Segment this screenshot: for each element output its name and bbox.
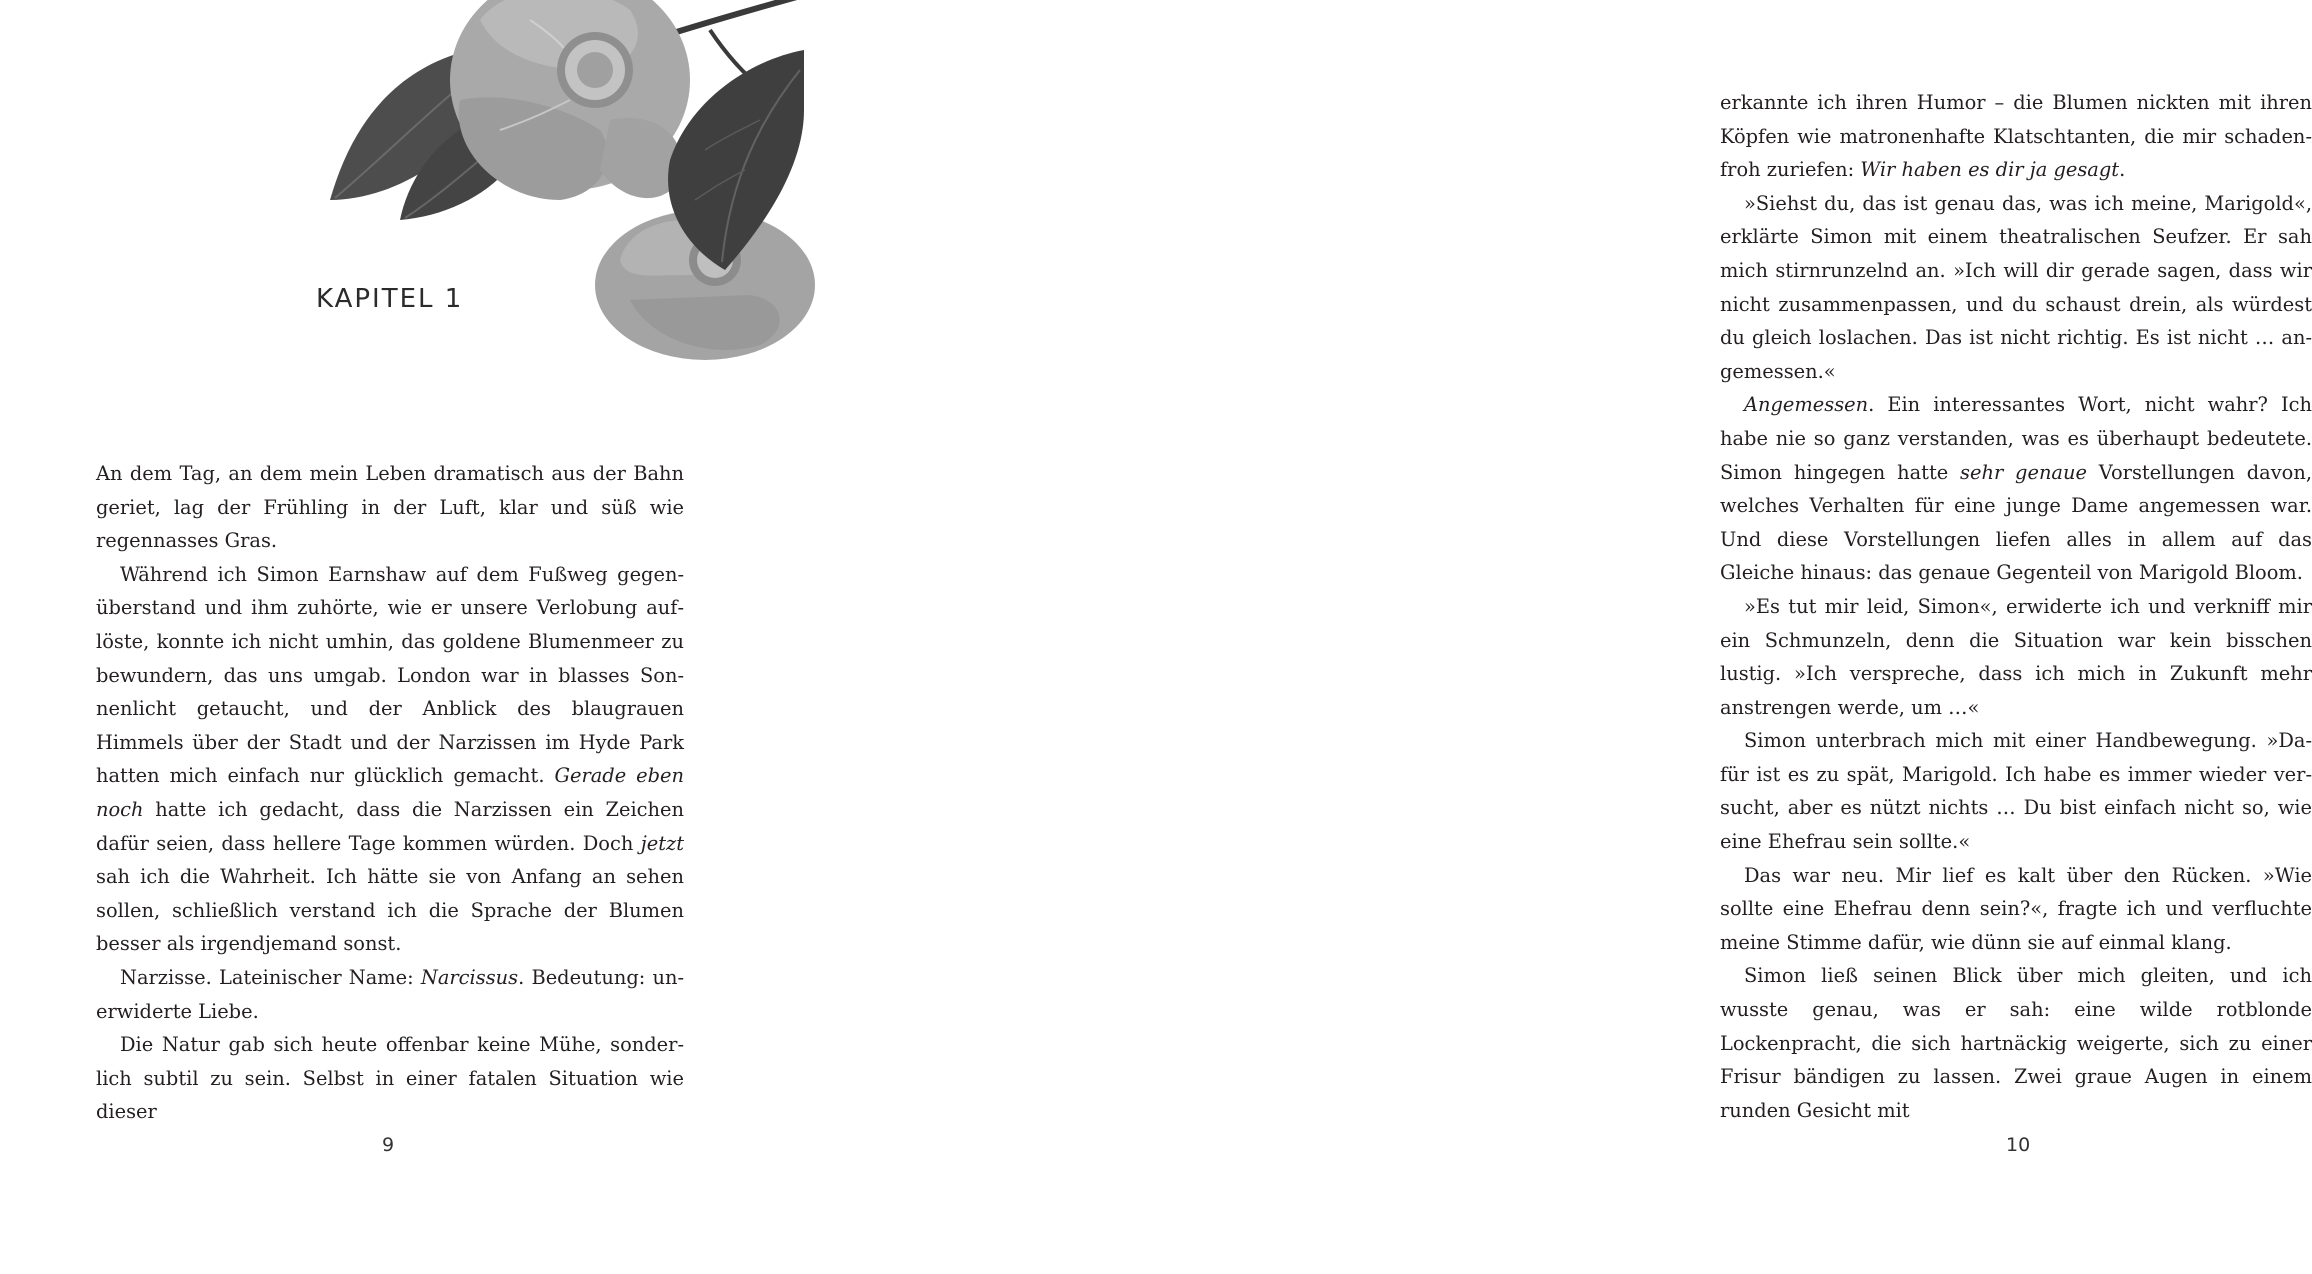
paragraph: Während ich Simon Earnshaw auf dem Fußweg gegenüberstand und ihm zuhörte, wie er unsere Verlobung auflöste, konnte ich nicht umhin, das goldene Blumenmeer zu bewundern, das uns umgab. London war in blasses Sonnenlicht getaucht, und der Anblick des blaugrauen Himmels über der Stadt und der Narzissen im Hyde Park hatten mich einfach nur glücklich gemacht. Gerade eben noch hatte ich gedacht, dass die Narzissen ein Zeichen dafür seien, dass hellere Tage kommen würden. Doch jetzt sah ich die Wahrheit. Ich hätte sie von Anfang an sehen sollen, schließlich verstand ich die Sprache der Blumen besser als irgendjemand sonst. [96,562,684,956]
emphasis-text: Angemessen [1744,393,1869,417]
chapter-title: KAPITEL 1 [316,284,464,314]
paragraph: Das war neu. Mir lief es kalt über den Rücken. »Wie sollte eine Ehefrau denn sein?«, fragte ich und verfluchte meine Stimme dafür, wie dünn sie auf einmal klang. [1720,863,2312,954]
paragraph: An dem Tag, an dem mein Leben dramatisch aus der Bahn geriet, lag der Frühling in der Luft, klar und süß wie regennasses Gras. [96,462,684,553]
paragraph: Simon unterbrach mich mit einer Handbewegung. »Dafür ist es zu spät, Marigold. Ich habe es immer wieder versucht, aber es nützt nichts … Du bist einfach nicht so, wie eine Ehefrau sein sollte.« [1720,729,2312,854]
page-number-left: 9 [382,1134,395,1156]
paragraph: Simon ließ seinen Blick über mich gleiten, und ich wusste genau, was er sah: eine wilde rotblonde Lockenpracht, die sich hartnäckig weigerte, sich zu einer Frisur bändigen zu lassen. Zwei graue Augen in einem runden Gesicht mit [1720,964,2312,1122]
right-page [800,0,2312,1274]
paragraph: Die Natur gab sich heute offenbar keine Mühe, sonderlich subtil zu sein. Selbst in einer fatalen Situation wie dieser [96,1033,684,1124]
emphasis-text: sehr genaue [1960,460,2087,484]
paragraph: »Es tut mir leid, Simon«, erwiderte ich und verkniff mir ein Schmunzeln, denn die Situation war kein bisschen lustig. »Ich verspreche, dass ich mich in Zukunft mehr anstrengen werde, um …« [1720,594,2312,719]
right-page-body-text [1720,86,2312,1127]
paragraph: Angemessen. Ein interessantes Wort, nicht wahr? Ich habe nie so ganz verstanden, was es überhaupt bedeutete. Simon hingegen hatte sehr genaue Vorstellungen davon, welches Verhalten für eine junge Dame angemessen war. Und diese Vorstellungen liefen alles in allem auf das Gleiche hinaus: das genaue Gegenteil von Marigold Bloom. [1720,393,2312,585]
paragraph: erkannte ich ihren Humor – die Blumen nickten mit ihren Köpfen wie matronenhafte Klatschtanten, die mir schadenfroh zuriefen: Wir haben es dir ja gesagt. [1720,91,2312,182]
emphasis-text: jetzt [640,831,684,855]
left-page [0,0,800,1274]
paragraph: »Siehst du, das ist genau das, was ich meine, Marigold«, erklärte Simon mit einem theatralischen Seufzer. Er sah mich stirnrunzelnd an. »Ich will dir gerade sagen, dass wir nicht zusammenpassen, und du schaust drein, als würdest du gleich loslachen. Das ist nicht richtig. Es ist nicht … angemessen.« [1720,191,2312,383]
emphasis-text: Gerade eben noch [96,764,684,821]
paragraph: Narzisse. Lateinischer Name: Narcissus. Bedeutung: unerwiderte Liebe. [96,965,684,1023]
emphasis-text: Narcissus [420,965,519,989]
page-number-right: 10 [2006,1134,2031,1156]
left-page-body-text [96,457,684,1129]
camellia-flower-icon [330,0,804,370]
emphasis-text: Wir haben es dir ja gesagt [1860,158,2120,182]
